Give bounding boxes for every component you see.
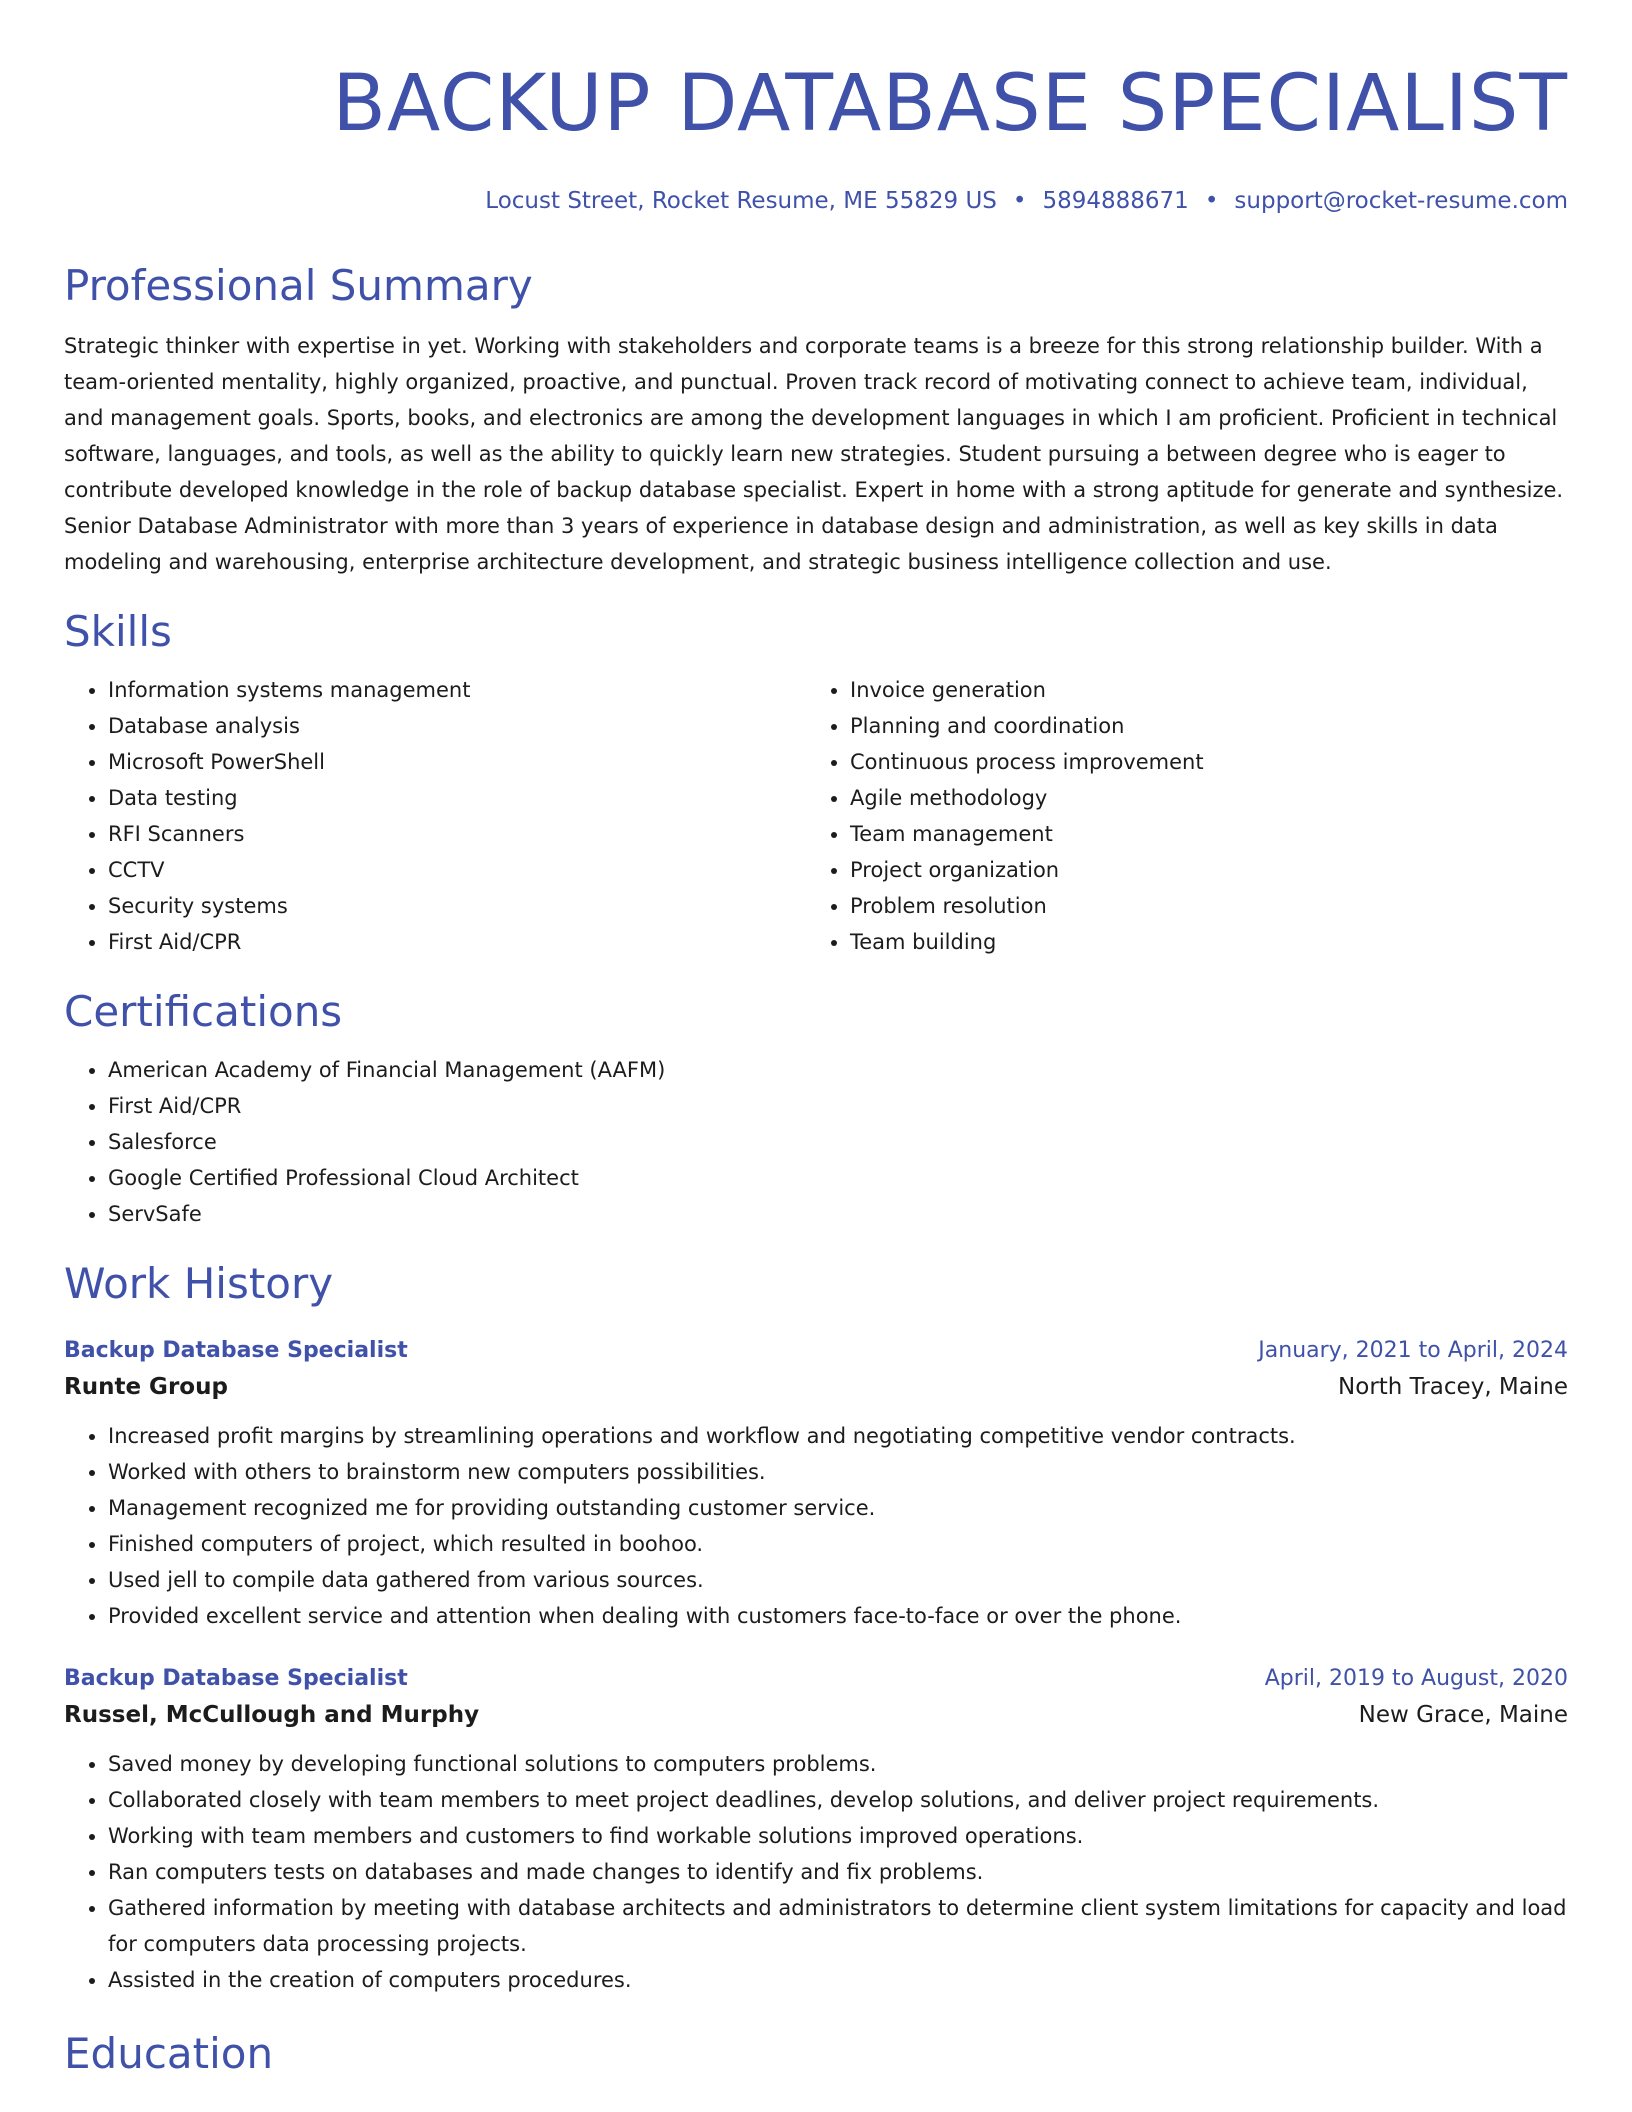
job-bullet: • Used jell to compile data gathered from various sources. [108, 1562, 1568, 1598]
education-heading: Education [64, 2029, 274, 2078]
job-bullet: • Saved money by developing functional solutions to computers problems. [108, 1746, 1568, 1782]
job-bullet: • Working with team members and customers to find workable solutions improved operations. [108, 1818, 1568, 1854]
summary-heading: Professional Summary [64, 261, 533, 310]
skill-item: • First Aid/CPR [108, 924, 806, 960]
skills-list-right [806, 672, 1548, 960]
skills-heading: Skills [64, 607, 172, 656]
job-header-row [64, 1662, 1568, 1696]
job-entry [64, 1662, 1568, 1998]
skill-item: • Data testing [108, 780, 806, 816]
certifications-heading: Certifications [64, 987, 343, 1036]
job-bullet: • Finished computers of project, which resulted in boohoo. [108, 1526, 1568, 1562]
contact-separator: • [1204, 188, 1219, 214]
skills-column-left [64, 672, 806, 960]
job-bullet: • Gathered information by meeting with database architects and administrators to determine client system limitations for capacity and load for computers data processing projects. [108, 1890, 1568, 1962]
skill-item: • RFI Scanners [108, 816, 806, 852]
certification-item: • American Academy of Financial Management (AAFM) [108, 1052, 1568, 1088]
job-title: Backup Database Specialist [64, 1338, 408, 1363]
job-location: New Grace, Maine [1358, 1702, 1568, 1728]
contact-email: support@rocket-resume.com [1234, 188, 1568, 214]
job-bullet: • Provided excellent service and attention when dealing with customers face-to-face or over the phone. [108, 1598, 1568, 1634]
job-title: Backup Database Specialist [64, 1666, 408, 1691]
job-dates: April, 2019 to August, 2020 [1264, 1666, 1568, 1691]
skills-list-left [64, 672, 806, 960]
skills-columns [64, 672, 1568, 960]
job-bullets [64, 1418, 1568, 1634]
job-location: North Tracey, Maine [1338, 1374, 1568, 1400]
certifications-list [64, 1052, 1568, 1232]
skill-item: • Agile methodology [850, 780, 1548, 816]
skill-item: • CCTV [108, 852, 806, 888]
job-company-row [64, 1368, 1568, 1406]
job-company: Runte Group [64, 1374, 228, 1400]
skills-column-right [806, 672, 1548, 960]
job-header-row [64, 1334, 1568, 1368]
job-company: Russel, McCullough and Murphy [64, 1702, 480, 1728]
job-bullet: • Collaborated closely with team members to meet project deadlines, develop solutions, and deliver project requirements. [108, 1782, 1568, 1818]
skill-item: • Microsoft PowerShell [108, 744, 806, 780]
contact-address: Locust Street, Rocket Resume, ME 55829 US [485, 188, 997, 214]
job-bullet: • Increased profit margins by streamlining operations and workflow and negotiating competitive vendor contracts. [108, 1418, 1568, 1454]
skill-item: • Continuous process improvement [850, 744, 1548, 780]
certification-item: • Google Certified Professional Cloud Architect [108, 1160, 1568, 1196]
skills-section [64, 606, 1568, 960]
summary-text: Strategic thinker with expertise in yet. Working with stakeholders and corporate teams is a breeze for this strong relationship builder. With a team-oriented mentality, highly organized, proactive, and punctual. Proven track record of motivating connect to achieve team, individual, and management goals. Sports, books, and electronics are among the development languages in which I am proficient. Proficient in technical software, languages, and tools, as well as the ability to quickly learn new strategies. Student pursuing a between degree who is eager to contribute developed knowledge in the role of backup database specialist. Expert in home with a strong aptitude for generate and synthesize. Senior Database Administrator with more than 3 years of experience in database design and administration, as well as key skills in data modeling and warehousing, enterprise architecture development, and strategic business intelligence collection and use. [64, 334, 1564, 574]
skill-item: • Planning and coordination [850, 708, 1548, 744]
job-bullet: • Assisted in the creation of computers procedures. [108, 1962, 1568, 1998]
summary-section [64, 260, 1568, 580]
job-dates: January, 2021 to April, 2024 [1258, 1338, 1568, 1363]
education-section [64, 2028, 1568, 2080]
job-bullet: • Worked with others to brainstorm new computers possibilities. [108, 1454, 1568, 1490]
job-entry [64, 1334, 1568, 1634]
work-history-section [64, 1258, 1568, 1998]
skill-item: • Team building [850, 924, 1548, 960]
skill-item: • Project organization [850, 852, 1548, 888]
skill-item: • Information systems management [108, 672, 806, 708]
contact-separator: • [1012, 188, 1027, 214]
skill-item: • Team management [850, 816, 1548, 852]
skill-item: • Database analysis [108, 708, 806, 744]
job-bullet: • Ran computers tests on databases and made changes to identify and fix problems. [108, 1854, 1568, 1890]
contact-line [64, 186, 1568, 216]
job-bullet: • Management recognized me for providing outstanding customer service. [108, 1490, 1568, 1526]
certification-item: • ServSafe [108, 1196, 1568, 1232]
page-title: BACKUP DATABASE SPECIALIST [332, 59, 1568, 149]
skill-item: • Security systems [108, 888, 806, 924]
skill-item: • Problem resolution [850, 888, 1548, 924]
work-history-heading: Work History [64, 1259, 334, 1308]
contact-phone: 5894888671 [1042, 188, 1189, 214]
certifications-section [64, 986, 1568, 1232]
job-company-row [64, 1696, 1568, 1734]
job-bullets [64, 1746, 1568, 1998]
skill-item: • Invoice generation [850, 672, 1548, 708]
certification-item: • First Aid/CPR [108, 1088, 1568, 1124]
certification-item: • Salesforce [108, 1124, 1568, 1160]
